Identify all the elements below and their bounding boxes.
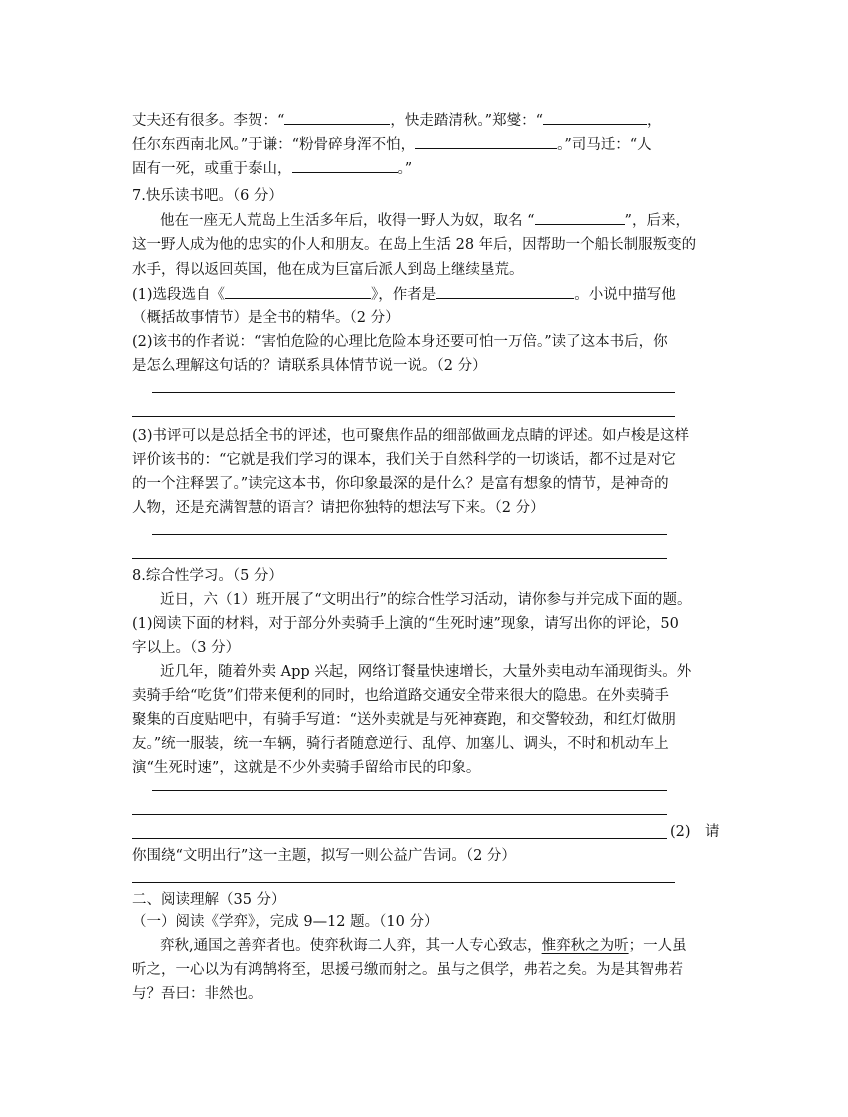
- answer-blank[interactable]: [415, 132, 557, 149]
- answer-blank[interactable]: [225, 282, 371, 299]
- answer-blank[interactable]: [284, 108, 390, 125]
- question-7-2: (2)该书的作者说：“害怕危险的心理比危险本身还要可怕一万倍。”读了这本书后，你: [132, 334, 668, 350]
- text-segment: ；一人虽: [628, 938, 687, 954]
- text-segment: ，: [647, 113, 662, 129]
- reading-line: [160, 934, 687, 958]
- answer-blank[interactable]: [543, 108, 647, 125]
- question-7-3: (3)书评可以是总括全书的评述，也可聚焦作品的细部做画龙点睛的评述。如卢梭是这样: [132, 428, 690, 444]
- question-8-1: (1)阅读下面的材料，对于部分外卖骑手上演的“生死时速”现象，请写出你的评论，50: [132, 616, 679, 632]
- question-8-intro: 近日，六（1）班开展了“文明出行”的综合性学习活动，请你参与并完成下面的题。: [160, 592, 692, 608]
- answer-line[interactable]: [152, 534, 667, 535]
- question-8-1-cont: 字以上。（3 分）: [132, 640, 241, 656]
- poem-fill-line-3: [132, 156, 412, 181]
- text-segment: 》，作者是: [371, 287, 437, 303]
- question-8-2-cont: 你围绕“文明出行”这一主题，拟写一则公益广告词。（2 分）: [132, 848, 516, 864]
- question-7-1-cont: （概括故事情节）是全书的精华。（2 分）: [132, 310, 400, 326]
- answer-line[interactable]: [152, 392, 675, 393]
- answer-blank[interactable]: [535, 208, 625, 225]
- reading-line: 与？吾曰：非然也。: [132, 986, 263, 1002]
- answer-line[interactable]: [132, 882, 675, 883]
- material-line: 卖骑手给“吃货”们带来便利的同时，也给道路交通安全带来很大的隐患。在外卖骑手: [132, 688, 669, 704]
- question-7-3-cont: 评价该书的：“它就是我们学习的课本，我们关于自然科学的一切谈话，都不过是对它: [132, 452, 676, 468]
- material-line: 友。”统一服装，统一车辆，骑行者随意逆行、乱停、加塞儿、调头，不时和机动车上: [132, 736, 669, 752]
- reading-line: 听之，一心以为有鸿鹄将至，思援弓缴而射之。虽与之俱学，弗若之矣。为是其智弗若: [132, 962, 683, 978]
- question-7-1: [132, 282, 676, 307]
- text-segment: 丈夫还有很多。李贺：“: [132, 113, 285, 129]
- material-line: 聚集的百度贴吧中，有骑手写道：“送外卖就是与死神赛跑，和交警较劲，和红灯做朋: [132, 712, 676, 728]
- passage-line: 水手，得以返回英国，他在成为巨富后派人到岛上继续垦荒。: [132, 262, 524, 278]
- passage-line: 这一野人成为他的忠实的仆人和朋友。在岛上生活 28 年后，因帮助一个船长制服叛变的: [132, 237, 697, 253]
- question-7-2-cont: 是怎么理解这句话的？请联系具体情节说一说。（2 分）: [132, 358, 487, 374]
- answer-line[interactable]: [132, 814, 667, 815]
- answer-line[interactable]: [132, 416, 675, 417]
- material-line: 近几年，随着外卖 App 兴起，网络订餐量快速增长，大量外卖电动车涌现街头。外: [160, 664, 692, 680]
- question-7-3-cont: 的一个注释罢了。”读完这本书，你印象最深的是什么？是富有想象的情节，是神奇的: [132, 476, 669, 492]
- question-7-heading: 7.快乐读书吧。（6 分）: [132, 188, 283, 204]
- answer-blank[interactable]: [436, 282, 574, 299]
- text-segment: (1)选段选自《: [132, 287, 226, 303]
- material-line: 演“生死时速”，这就是不少外卖骑手留给市民的印象。: [132, 760, 481, 776]
- text-segment: 弈秋,通国之善弈者也。使弈秋诲二人弈，其一人专心致志，: [160, 938, 542, 954]
- text-segment: 固有一死，或重于泰山，: [132, 161, 292, 177]
- question-7-3-cont: 人物，还是充满智慧的语言？请把你独特的想法写下来。（2 分）: [132, 500, 545, 516]
- section-2-part-1: （一）阅读《学弈》，完成 9—12 题。（10 分）: [132, 914, 439, 930]
- text-segment: 任尔东西南北风。”于谦：“粉骨碎身浑不怕，: [132, 137, 416, 153]
- text-segment: 他在一座无人荒岛上生活多年后，收得一野人为奴，取名 “: [160, 213, 535, 229]
- poem-fill-line-1: [132, 108, 662, 133]
- text-segment: ”，后来，: [624, 213, 690, 229]
- answer-line[interactable]: [152, 790, 667, 791]
- text-segment: 。”: [397, 161, 413, 177]
- section-2-heading: 二、阅读理解（35 分）: [132, 892, 286, 908]
- text-segment: 。小说中描写他: [574, 287, 676, 303]
- question-8-2: (2) 请: [670, 824, 720, 840]
- text-segment: ，快走踏清秋。”郑燮：“: [390, 113, 543, 129]
- passage-line: [160, 208, 690, 233]
- question-8-heading: 8.综合性学习。（5 分）: [132, 568, 283, 584]
- underlined-phrase: 惟弈秋之为听: [541, 938, 629, 954]
- answer-line[interactable]: [132, 838, 667, 839]
- answer-blank[interactable]: [292, 156, 398, 173]
- text-segment: 。”司马迁：“人: [557, 137, 652, 153]
- answer-line[interactable]: [132, 558, 667, 559]
- poem-fill-line-2: [132, 132, 652, 157]
